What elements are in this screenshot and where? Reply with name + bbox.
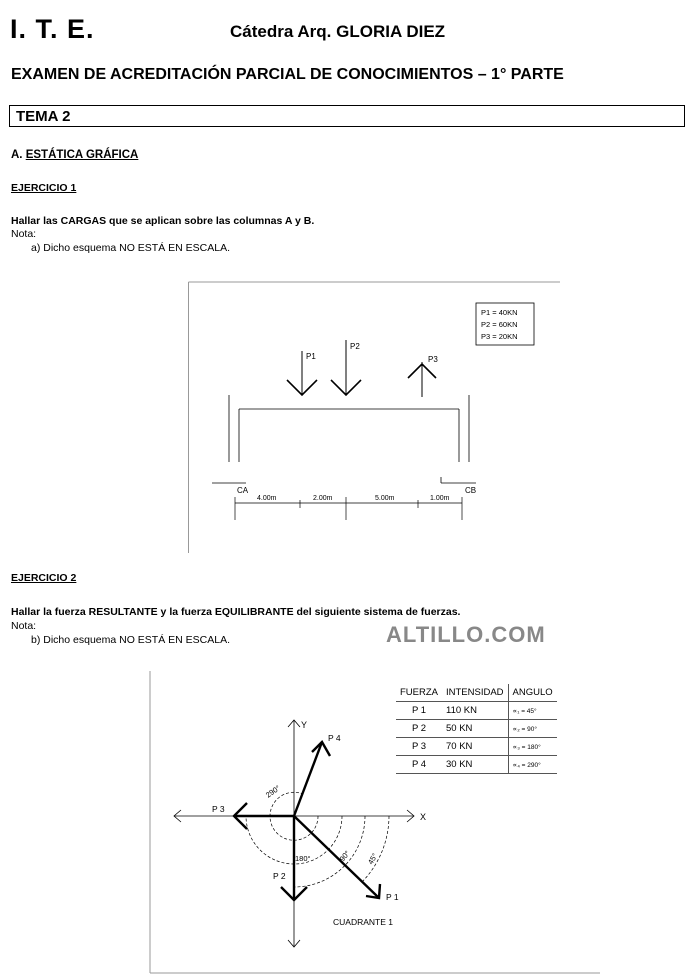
section-a-prefix: A.: [11, 149, 23, 161]
angle-180-label: 180°: [295, 854, 311, 863]
forces-table: [396, 684, 557, 774]
table-row: [396, 702, 557, 720]
table-cell: P 1: [396, 702, 442, 720]
table-cell: P 2: [396, 720, 442, 738]
beam-structure: [212, 395, 476, 483]
ejercicio-2-statement: Hallar la fuerza RESULTANTE y la fuerza EQUILIBRANTE del siguiente sistema de fuerzas.: [11, 606, 461, 618]
force-p1-label: P1: [306, 352, 316, 361]
ejercicio-1-note-item: a) Dicho esquema NO ESTÁ EN ESCALA.: [31, 242, 230, 254]
table-row: [396, 756, 557, 774]
table-cell: P 4: [396, 756, 442, 774]
exam-title: EXAMEN DE ACREDITACIÓN PARCIAL DE CONOCIMIENTOS – 1° PARTE: [11, 66, 564, 83]
force-p2-label-2: P 2: [273, 871, 286, 881]
ejercicio-2-nota: Nota:: [11, 620, 37, 632]
dim-3-label: 5.00m: [375, 495, 395, 502]
quadrant-label: CUADRANTE 1: [333, 917, 393, 927]
force-p4-label-2: P 4: [328, 733, 341, 743]
ejercicio-2-note-item: b) Dicho esquema NO ESTÁ EN ESCALA.: [31, 634, 230, 646]
force-p3-arrow: [408, 362, 436, 397]
table-cell: ∝₁ = 45°: [508, 702, 557, 720]
table-cell: 110 KN: [442, 702, 508, 720]
angle-90-label: 90°: [337, 848, 352, 864]
ejercicio-1-nota: Nota:: [11, 228, 37, 240]
force-p3-label-2: P 3: [212, 804, 225, 814]
catedra-title: Cátedra Arq. GLORIA DIEZ: [230, 22, 446, 41]
table-cell: ∝₃ = 180°: [508, 738, 557, 756]
table-cell: P 3: [396, 738, 442, 756]
table-header-cell: FUERZA: [396, 684, 442, 702]
load-p3: P3 = 20KN: [481, 332, 518, 341]
angle-45-label: 45°: [365, 851, 380, 866]
force-p2-label: P2: [350, 342, 360, 351]
table-cell: 50 KN: [442, 720, 508, 738]
load-p2: P2 = 60KN: [481, 320, 518, 329]
force-p3-label: P3: [428, 355, 438, 364]
section-a-title: ESTÁTICA GRÁFICA: [25, 149, 139, 161]
ejercicio-2-title: EJERCICIO 2: [11, 572, 77, 584]
dim-4-label: 1.00m: [430, 495, 450, 502]
support-cb-label: CB: [465, 486, 477, 495]
axis-y-label: Y: [301, 720, 308, 730]
load-p1: P1 = 40KN: [481, 308, 518, 317]
logo-ite: I. T. E.: [10, 14, 95, 44]
table-header-row: [396, 684, 557, 702]
force-vectors: [234, 742, 380, 900]
table-row: [396, 720, 557, 738]
table-cell: ∝₂ = 90°: [508, 720, 557, 738]
dim-1-label: 4.00m: [257, 495, 277, 502]
table-cell: 30 KN: [442, 756, 508, 774]
support-ca-label: CA: [237, 486, 249, 495]
table-row: [396, 738, 557, 756]
tema-box: TEMA 2: [9, 105, 685, 127]
dim-2-label: 2.00m: [313, 495, 333, 502]
table-header-cell: INTENSIDAD: [442, 684, 508, 702]
ejercicio-1-title: EJERCICIO 1: [11, 182, 77, 194]
ejercicio-1-statement: Hallar las CARGAS que se aplican sobre las columnas A y B.: [11, 215, 315, 227]
table-header-cell: ANGULO: [508, 684, 557, 702]
angle-290-label: 290°: [263, 783, 282, 800]
force-p1-label-2: P 1: [386, 892, 399, 902]
axis-x-label: X: [420, 812, 427, 822]
table-cell: ∝₄ = 290°: [508, 756, 557, 774]
watermark: ALTILLO.COM: [386, 622, 546, 647]
table-cell: 70 KN: [442, 738, 508, 756]
